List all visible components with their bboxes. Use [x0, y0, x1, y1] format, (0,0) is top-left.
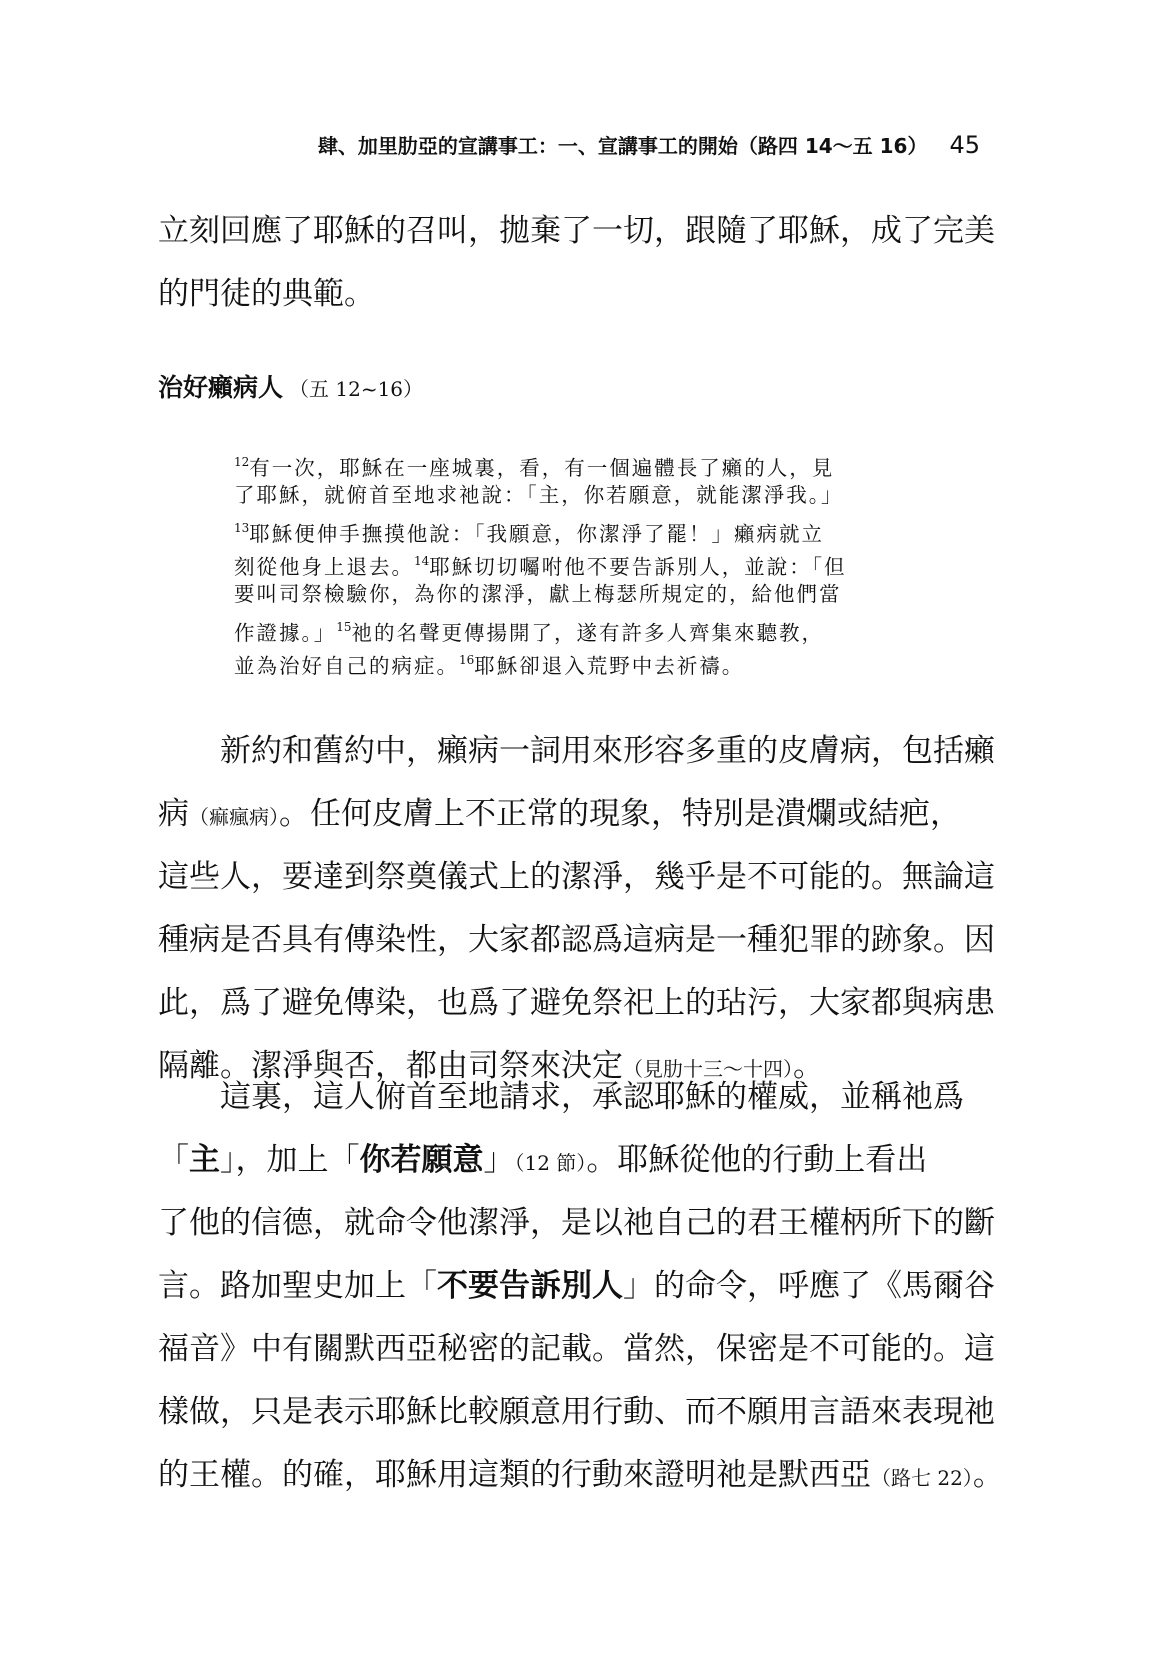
text-line: 的王權。的確，耶穌用這類的行動來證明祂是默西亞（路七 22）。 [158, 1457, 1004, 1493]
section-title: 治好癩病人 [158, 373, 284, 402]
text-line: 新約和舊約中，癩病一詞用來形容多重的皮膚病，包括癩 [158, 733, 995, 769]
parenthetical-reference: （12 節） [514, 1151, 587, 1175]
text-line: 樣做，只是表示耶穌比較願意用行動、而不願用言語來表現祂 [158, 1394, 995, 1430]
scripture-line: 並為治好自己的病症。$^{16}$耶穌卻退入荒野中去祈禱。 [234, 653, 745, 678]
text-line: 了他的信德，就命令他潔淨，是以祂自己的君王權柄所下的斷 [158, 1205, 995, 1241]
section-reference: （五 12~16） [289, 377, 424, 401]
scripture-line: $^{12}$有一次，耶穌在一座城裏，看，有一個遍體長了癩的人，見 [234, 455, 835, 480]
parenthetical-note: （痲瘋病） [189, 805, 279, 829]
text-line: 福音》中有關默西亞秘密的記載。當然，保密是不可能的。這 [158, 1331, 995, 1367]
scripture-line: 了耶穌，就俯首至地求祂說：「主，你若願意，就能潔淨我。」 [234, 483, 844, 507]
text-line: 「主」，加上「你若願意」（12 節）。耶穌從他的行動上看出 [158, 1142, 928, 1178]
text-line: 立刻回應了耶穌的召叫，拋棄了一切，跟隨了耶穌，成了完美 [158, 213, 995, 249]
section-heading [158, 368, 423, 408]
verse-number: 14 [414, 554, 430, 568]
parenthetical-reference: （見肋十三～十四） [623, 1057, 793, 1081]
verse-number: 15 [336, 620, 352, 634]
paragraph-2 [158, 720, 995, 1098]
text-line: 種病是否具有傳染性，大家都認爲這病是一種犯罪的跡象。因 [158, 922, 995, 958]
paragraph-3 [158, 1066, 1004, 1507]
parenthetical-reference: （路七 22） [871, 1466, 973, 1490]
text-line: 的門徒的典範。 [158, 276, 375, 312]
paragraph-1 [158, 200, 995, 326]
scripture-quote [234, 446, 934, 677]
text-line: 這些人，要達到祭奠儀式上的潔淨，幾乎是不可能的。無論這 [158, 859, 995, 895]
scripture-line: 刻從他身上退去。$^{14}$耶穌切切囑咐他不要告訴別人，並說：「但 [234, 554, 847, 579]
text-line: 言。路加聖史加上「不要告訴別人」的命令，呼應了《馬爾谷 [158, 1268, 995, 1304]
scripture-line: 作證據。」$^{15}$祂的名聲更傳揚開了，遂有許多人齊集來聽教， [234, 620, 825, 645]
emphasis-text: 不要告訴別人 [437, 1268, 623, 1304]
emphasis-text: 你若願意 [359, 1142, 484, 1178]
scripture-line: 要叫司祭檢驗你，為你的潔淨，獻上梅瑟所規定的，給他們當 [234, 582, 842, 606]
chapter-title: 肆、加里肋亞的宣講事工：一、宣講事工的開始（路四 14～五 16） [317, 134, 928, 158]
text-line: 此，爲了避免傳染，也爲了避免祭祀上的玷污，大家都與病患 [158, 985, 995, 1021]
text-line: 病（痲瘋病）。任何皮膚上不正常的現象，特別是潰爛或結疤， [158, 796, 961, 832]
verse-number: 12 [234, 455, 250, 469]
running-header [280, 128, 980, 162]
emphasis-text: 主 [189, 1142, 220, 1178]
text-line: 隔離。潔淨與否，都由司祭來決定（見肋十三～十四）。 [158, 1048, 824, 1084]
text-line: 這裏，這人俯首至地請求，承認耶穌的權威，並稱祂爲 [158, 1079, 964, 1115]
verse-number: 16 [459, 653, 475, 667]
verse-number: 13 [234, 521, 250, 535]
scripture-line: $^{13}$耶穌便伸手撫摸他說：「我願意，你潔淨了罷！」癩病就立 [234, 521, 825, 546]
page-number: 45 [949, 131, 980, 159]
